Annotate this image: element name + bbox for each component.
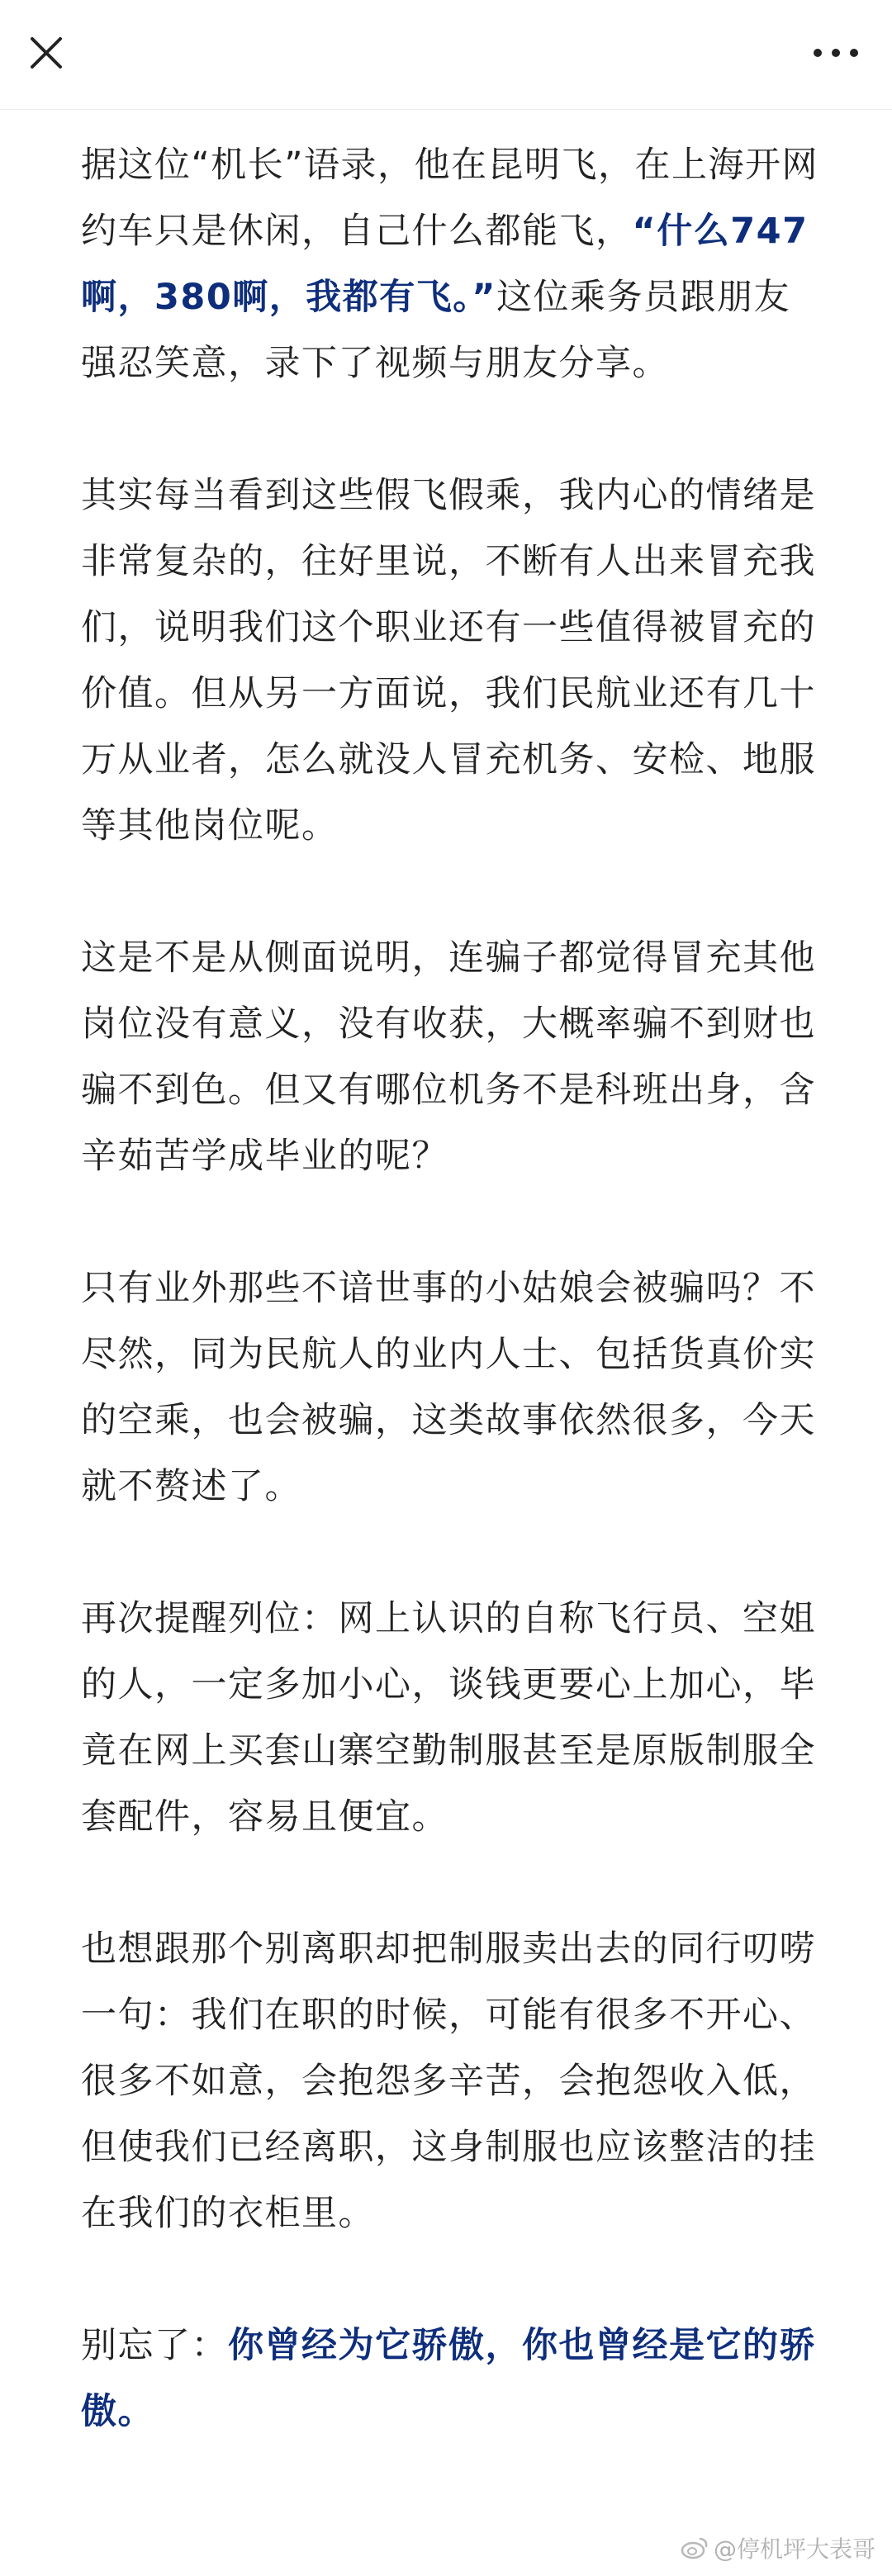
paragraph-4: 只有业外那些不谙世事的小姑娘会被骗吗？不尽然，同为民航人的业内人士、包括货真价实的空乘，也会被骗，这类故事依然很多，今天就不赘述了。 <box>81 1268 816 1507</box>
more-options-button[interactable] <box>803 30 869 76</box>
watermark <box>681 2531 875 2564</box>
paragraph-5: 再次提醒列位：网上认识的自称飞行员、空姐的人，一定多加小心，谈钱更要心上加心，毕竟在网上买套山寨空勤制服甚至是原版制服全套配件，容易且便宜。 <box>81 1598 816 1838</box>
close-icon <box>29 36 64 70</box>
paragraph-1-text-a: 据这位“机长”语录，他在昆明飞，在上海开网约车只是休闲，自己什么都能飞， <box>81 145 819 252</box>
article-body <box>81 132 824 2511</box>
paragraph-2: 其实每当看到这些假飞假乘，我内心的情绪是非常复杂的，往好里说，不断有人出来冒充我们，说明我们这个职业还有一些值得被冒充的价值。但从另一方面说，我们民航业还有几十万从业者，怎么就没人冒充机务、安检、地服等其他岗位呢。 <box>81 475 816 847</box>
paragraph-1 <box>81 132 824 396</box>
paragraph-7-lead: 别忘了： <box>81 2325 228 2366</box>
top-bar <box>0 0 892 110</box>
close-button[interactable] <box>23 30 69 76</box>
watermark-text: @停机坪大表哥 <box>713 2536 875 2563</box>
closing-highlight: 你曾经为它骄傲，你也曾经是它的骄傲。 <box>81 2325 816 2432</box>
paragraph-6: 也想跟那个别离职却把制服卖出去的同行叨唠一句：我们在职的时候，可能有很多不开心、很多不如意，会抱怨多辛苦，会抱怨收入低，但使我们已经离职，这身制服也应该整洁的挂在我们的衣柜里。 <box>81 1928 816 2234</box>
weibo-logo-icon <box>681 2536 709 2559</box>
more-horizontal-icon <box>811 46 861 59</box>
paragraph-1-text-b: 这位乘务员跟朋友强忍笑意，录下了视频与朋友分享。 <box>81 277 791 384</box>
pilot-quote: “什么747啊，380啊，我都有飞。” <box>81 211 809 318</box>
paragraph-3: 这是不是从侧面说明，连骗子都觉得冒充其他岗位没有意义，没有收获，大概率骗不到财也骗不到色。但又有哪位机务不是科班出身，含辛茹苦学成毕业的呢？ <box>81 937 816 1177</box>
paragraph-7 <box>81 2313 824 2445</box>
